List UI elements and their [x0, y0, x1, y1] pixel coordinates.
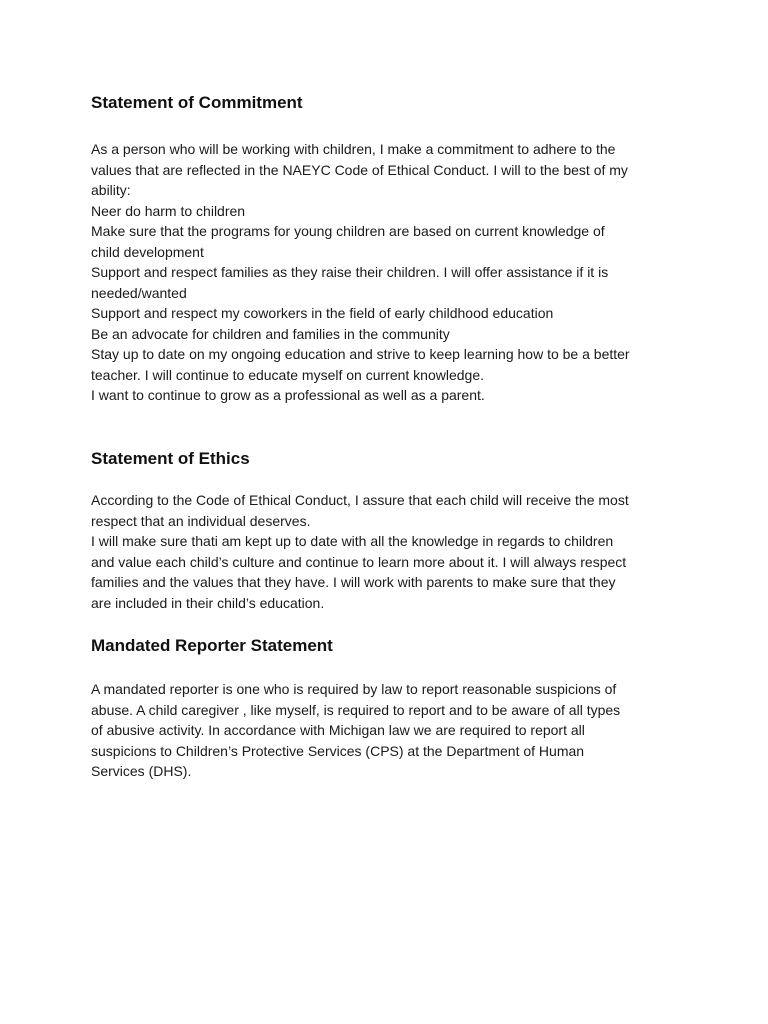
section-body: [91, 139, 691, 406]
text-line: A mandated reporter is one who is required by law to report reasonable suspicions of: [91, 681, 617, 697]
text-line: Make sure that the programs for young children are based on current knowledge of: [91, 223, 605, 239]
text-line: Stay up to date on my ongoing education and strive to keep learning how to be a better: [91, 346, 630, 362]
text-line: According to the Code of Ethical Conduct, I assure that each child will receive the most: [91, 492, 629, 508]
section-heading: Mandated Reporter Statement: [91, 636, 333, 655]
mandated-reporter-statement-section: [91, 635, 691, 782]
text-line: respect that an individual deserves.: [91, 512, 311, 529]
section-heading: Statement of Commitment: [91, 93, 303, 112]
statement-of-ethics-section: [91, 448, 691, 613]
text-line: I will make sure thati am kept up to date with all the knowledge in regards to children: [91, 533, 614, 549]
text-line: are included in their child’s education.: [91, 594, 325, 611]
text-line: child development: [91, 243, 204, 260]
text-line: abuse. A child caregiver , like myself, is required to report and to be aware of all types: [91, 701, 621, 718]
text-line: Neer do harm to children: [91, 202, 246, 219]
section-body: [91, 490, 691, 613]
text-line: As a person who will be working with children, I make a commitment to adhere to the: [91, 141, 616, 157]
text-line: I want to continue to grow as a professional as well as a parent.: [91, 387, 485, 403]
text-line: Services (DHS).: [91, 763, 192, 779]
section-heading: Statement of Ethics: [91, 449, 250, 468]
text-line: suspicions to Children’s Protective Services (CPS) at the Department of Human: [91, 742, 585, 759]
text-line: ability:: [91, 182, 131, 198]
statement-of-commitment-section: [91, 92, 691, 406]
text-line: families and the values that they have. I will work with parents to make sure that they: [91, 574, 616, 590]
section-body: [91, 679, 691, 782]
text-line: Support and respect my coworkers in the field of early childhood education: [91, 305, 554, 321]
text-line: Support and respect families as they raise their children. I will offer assistance if it is: [91, 264, 609, 280]
text-line: of abusive activity. In accordance with Michigan law we are required to report all: [91, 722, 585, 738]
text-line: needed/wanted: [91, 284, 187, 301]
text-line: values that are reflected in the NAEYC Code of Ethical Conduct. I will to the best of my: [91, 161, 628, 178]
text-line: and value each child’s culture and continue to learn more about it. I will always respect: [91, 553, 627, 570]
text-line: teacher. I will continue to educate myself on current knowledge.: [91, 366, 484, 383]
text-line: Be an advocate for children and families in the community: [91, 325, 450, 342]
